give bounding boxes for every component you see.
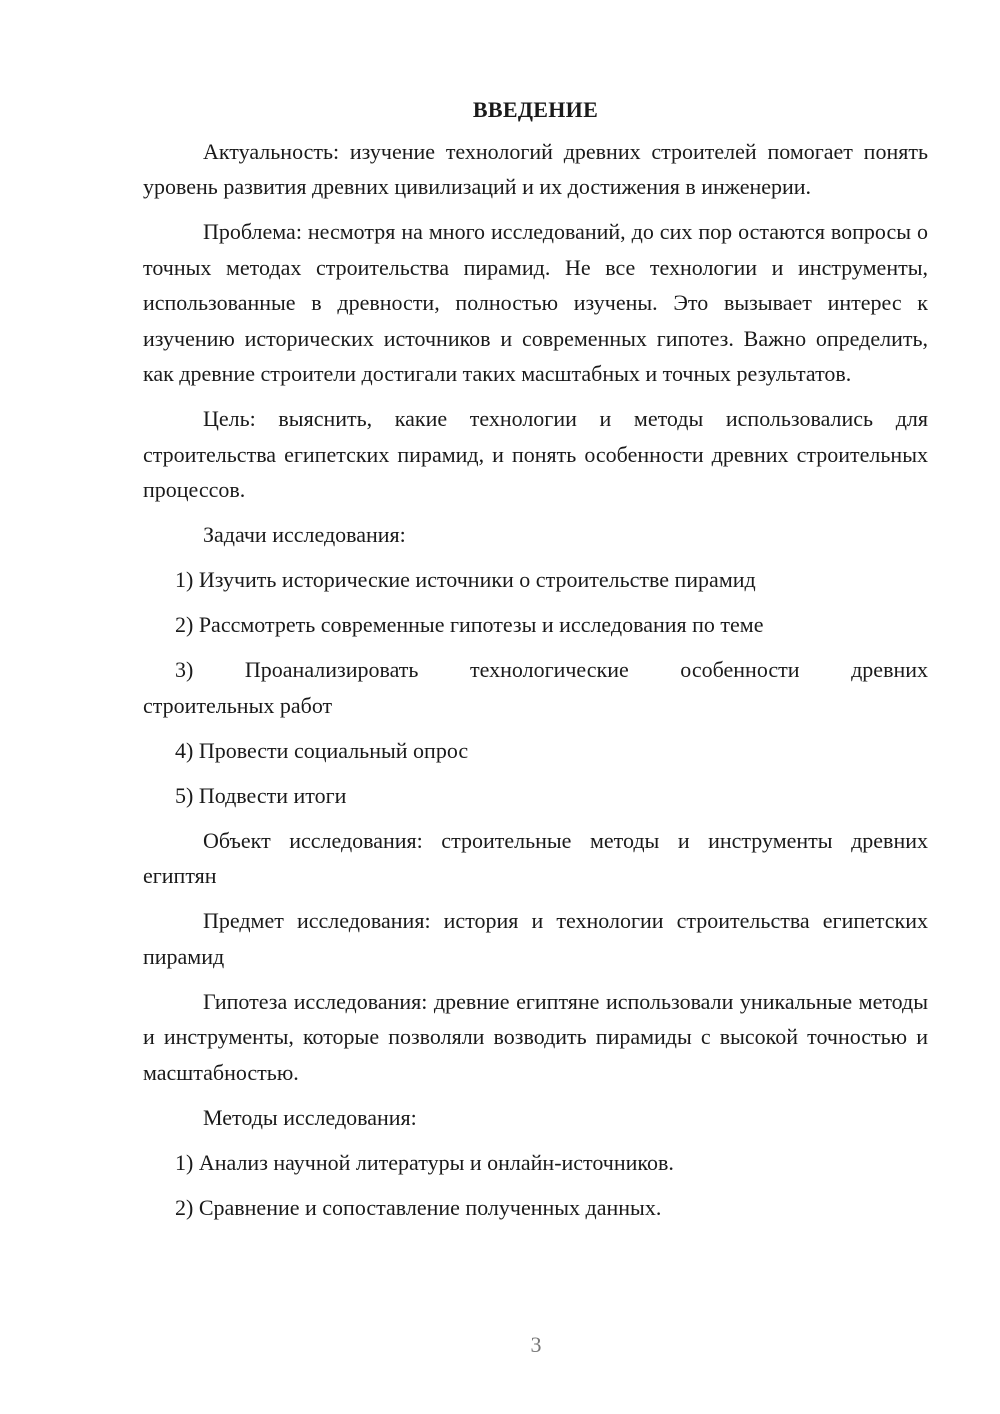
page-number: 3 xyxy=(530,1332,542,1357)
hypothesis-paragraph: Гипотеза исследования: древние египтяне использовали уникальные методы и инструменты, которые позволяли возводить пирамиды с высокой точностью и масштабностью. xyxy=(143,988,928,1085)
method-item-1: 1) Анализ научной литературы и онлайн-источников. xyxy=(175,1149,674,1175)
problem-paragraph: Проблема: несмотря на много исследований, до сих пор остаются вопросы о точных методах строительства пирамид. Не все технологии и инструменты, использованные в древности, полностью изучены. Это вызывает интерес к изучению исторических источников и современных гипотез. Важно определить, как древние строители достигали таких масштабных и точных результатов. xyxy=(143,219,928,386)
task-item-4: 4) Провести социальный опрос xyxy=(175,737,469,763)
object-paragraph: Объект исследования: строительные методы и инструменты древних египтян xyxy=(143,827,928,888)
goal-paragraph: Цель: выяснить, какие технологии и методы использовались для строительства египетских пирамид, и понять особенности древних строительных процессов. xyxy=(143,406,928,502)
section-heading: ВВЕДЕНИЕ xyxy=(472,97,599,122)
document-page xyxy=(143,92,928,1235)
task-item-1: 1) Изучить исторические источники о строительстве пирамид xyxy=(175,567,756,592)
subject-paragraph: Предмет исследования: история и технологии строительства египетских пирамид xyxy=(143,908,928,969)
relevance-paragraph: Актуальность: изучение технологий древних строителей помогает понять уровень развития древних цивилизаций и их достижения в инженерии. xyxy=(143,138,928,199)
tasks-title: Задачи исследования: xyxy=(203,522,406,547)
task-item-2: 2) Рассмотреть современные гипотезы и исследования по теме xyxy=(175,612,764,637)
task-item-5: 5) Подвести итоги xyxy=(175,782,347,808)
task-item-3-continuation: строительных работ xyxy=(143,692,333,718)
task-item-3: 3) Проанализировать технологические особенности древних xyxy=(175,657,928,682)
methods-title: Методы исследования: xyxy=(203,1104,417,1130)
method-item-2: 2) Сравнение и сопоставление полученных данных. xyxy=(175,1194,662,1220)
